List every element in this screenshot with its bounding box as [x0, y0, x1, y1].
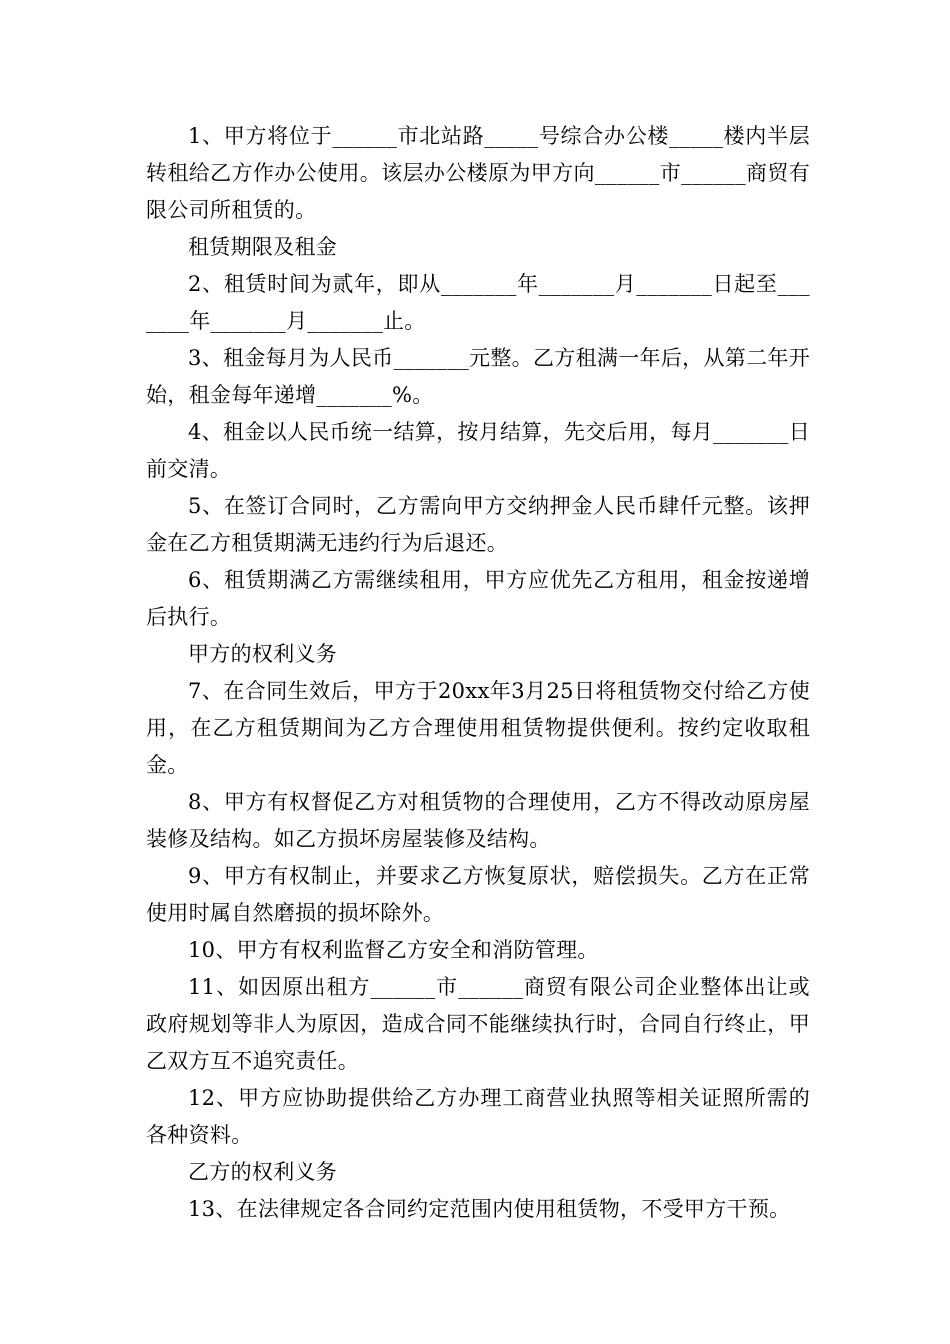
clause-2: 2、租赁时间为贰年，即从_______年_______月_______日起至_______年_______月_______止。	[146, 272, 810, 333]
clause-4: 4、租金以人民币统一结算，按月结算，先交后用，每月_______日前交清。	[146, 420, 810, 481]
section-heading-party-a-rights: 甲方的权利义务	[188, 642, 338, 666]
clause-3: 3、租金每月为人民币_______元整。乙方租满一年后，从第二年开始，租金每年递增_______%。	[146, 346, 810, 407]
clause-1: 1、甲方将位于______市北站路_____号综合办公楼_____楼内半层转租给乙方作办公使用。该层办公楼原为甲方向______市______商贸有限公司所租赁的。	[146, 124, 810, 222]
clause-8: 8、甲方有权督促乙方对租赁物的合理使用，乙方不得改动原房屋装修及结构。如乙方损坏房屋装修及结构。	[146, 790, 810, 851]
section-heading-lease-term-and-rent: 租赁期限及租金	[188, 235, 338, 259]
clause-5: 5、在签订合同时，乙方需向甲方交纳押金人民币肆仟元整。该押金在乙方租赁期满无违约行为后退还。	[146, 494, 810, 555]
clause-7: 7、在合同生效后，甲方于20xx年3月25日将租赁物交付给乙方使用，在乙方租赁期间为乙方合理使用租赁物提供便利。按约定收取租金。	[146, 679, 810, 777]
clause-9: 9、甲方有权制止，并要求乙方恢复原状，赔偿损失。乙方在正常使用时属自然磨损的损坏除外。	[146, 864, 810, 925]
clause-6: 6、租赁期满乙方需继续租用，甲方应优先乙方租用，租金按递增后执行。	[146, 568, 810, 629]
clause-12: 12、甲方应协助提供给乙方办理工商营业执照等相关证照所需的各种资料。	[146, 1086, 810, 1147]
document-body	[146, 118, 810, 1228]
section-heading-party-b-rights: 乙方的权利义务	[188, 1160, 338, 1184]
clause-10: 10、甲方有权利监督乙方安全和消防管理。	[188, 938, 599, 962]
clause-11: 11、如因原出租方______市______商贸有限公司企业整体出让或政府规划等非人为原因，造成合同不能继续执行时，合同自行终止，甲乙双方互不追究责任。	[146, 975, 810, 1073]
clause-13: 13、在法律规定各合同约定范围内使用租赁物，不受甲方干预。	[188, 1197, 791, 1221]
